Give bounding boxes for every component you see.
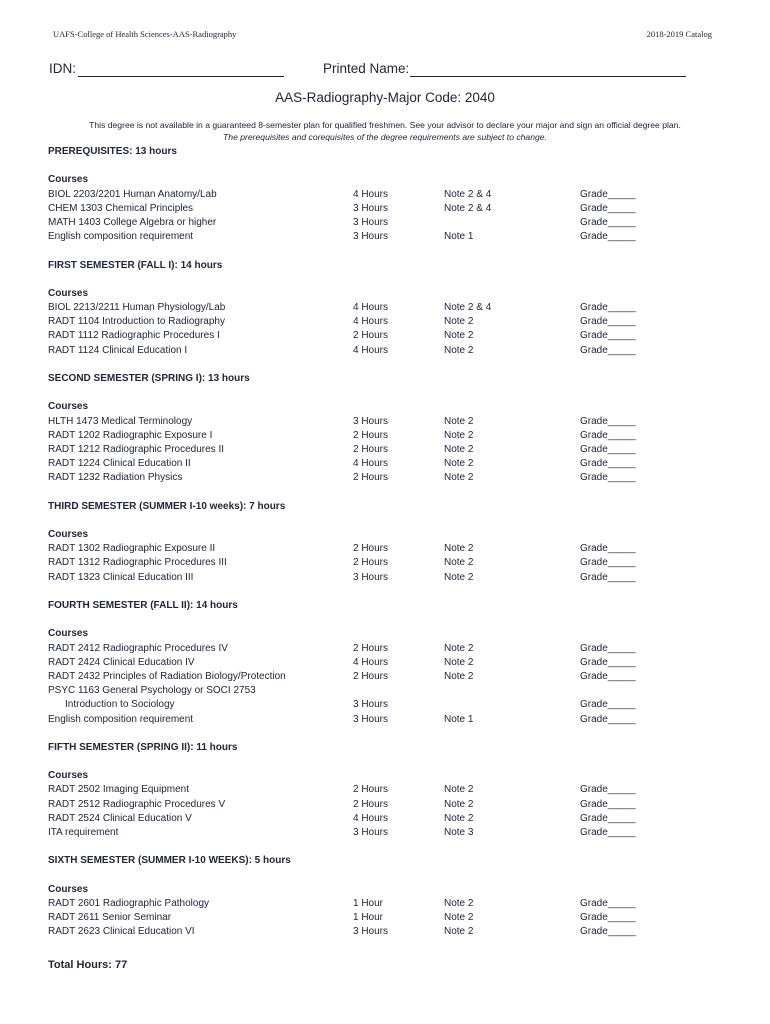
course-name: RADT 1104 Introduction to Radiography <box>48 316 225 328</box>
course-hours: 1 Hour <box>353 897 384 909</box>
course-hours: 2 Hours <box>353 330 389 342</box>
course-row <box>48 656 728 670</box>
course-row <box>48 429 728 443</box>
course-row <box>48 571 728 585</box>
course-grade-field[interactable]: Grade_____ <box>580 188 636 200</box>
course-grade-field[interactable]: Grade_____ <box>580 330 636 342</box>
course-row <box>48 230 728 244</box>
course-note: Note 2 <box>444 458 474 470</box>
section-spacer <box>48 940 728 954</box>
course-hours: 2 Hours <box>353 543 389 555</box>
course-hours: 3 Hours <box>353 231 389 243</box>
course-grade-field[interactable]: Grade_____ <box>580 926 636 938</box>
course-note: Note 2 <box>444 897 474 909</box>
course-name: RADT 1124 Clinical Education I <box>48 344 188 356</box>
section-spacer <box>48 244 728 258</box>
course-hours: 3 Hours <box>353 713 389 725</box>
course-hours: 3 Hours <box>353 926 389 938</box>
semester-section <box>48 259 728 373</box>
course-note: Note 2 <box>444 656 474 668</box>
section-heading: FOURTH SEMESTER (FALL II): 14 hours <box>48 600 238 611</box>
course-hours: 4 Hours <box>353 458 389 470</box>
course-grade-field[interactable]: Grade_____ <box>580 812 636 824</box>
course-grade-field[interactable]: Grade_____ <box>580 656 636 668</box>
course-grade-field[interactable]: Grade_____ <box>580 458 636 470</box>
course-note: Note 2 <box>444 670 474 682</box>
course-note: Note 2 & 4 <box>444 302 492 314</box>
course-note: Note 2 <box>444 316 474 328</box>
course-hours: 2 Hours <box>353 642 389 654</box>
courses-label: Courses <box>48 174 89 186</box>
section-spacer <box>48 585 728 599</box>
course-hours: 2 Hours <box>353 443 389 455</box>
course-note: Note 2 <box>444 571 474 583</box>
section-heading: PREREQUISITES: 13 hours <box>48 146 177 157</box>
header-catalog-year: 2018-2019 Catalog <box>646 29 712 39</box>
course-name: CHEM 1303 Chemical Principles <box>48 202 194 214</box>
course-note: Note 2 & 4 <box>444 188 492 200</box>
course-row <box>48 783 728 797</box>
course-name: RADT 1323 Clinical Education III <box>48 571 194 583</box>
course-hours: 4 Hours <box>353 656 389 668</box>
course-name: RADT 2502 Imaging Equipment <box>48 784 190 796</box>
course-grade-field[interactable]: Grade_____ <box>580 713 636 725</box>
course-grade-field[interactable]: Grade_____ <box>580 798 636 810</box>
semester-sections <box>48 145 728 954</box>
course-row <box>48 443 728 457</box>
course-name: RADT 1112 Radiographic Procedures I <box>48 330 220 342</box>
section-heading: SIXTH SEMESTER (SUMMER I-10 WEEKS): 5 hours <box>48 855 291 867</box>
course-hours: 3 Hours <box>353 699 389 711</box>
course-note: Note 2 & 4 <box>444 202 492 214</box>
semester-section <box>48 372 728 500</box>
course-row <box>48 471 728 485</box>
section-spacer <box>48 486 728 500</box>
course-row <box>48 315 728 329</box>
course-note: Note 2 <box>444 784 474 796</box>
section-spacer <box>48 727 728 741</box>
course-name: BIOL 2213/2211 Human Physiology/Lab <box>48 302 226 314</box>
course-note: Note 2 <box>444 912 474 924</box>
total-hours: Total Hours: 77 <box>48 959 128 971</box>
course-hours: 3 Hours <box>353 202 389 214</box>
course-grade-field[interactable]: Grade_____ <box>580 571 636 583</box>
course-name: RADT 2601 Radiographic Pathology <box>48 897 210 909</box>
printed-name-label: Printed Name: <box>323 61 410 76</box>
course-grade-field[interactable]: Grade_____ <box>580 642 636 654</box>
course-grade-field[interactable]: Grade_____ <box>580 231 636 243</box>
course-hours: 3 Hours <box>353 571 389 583</box>
course-hours: 2 Hours <box>353 784 389 796</box>
course-note: Note 2 <box>444 330 474 342</box>
course-grade-field[interactable]: Grade_____ <box>580 302 636 314</box>
course-grade-field[interactable]: Grade_____ <box>580 784 636 796</box>
course-row <box>48 301 728 315</box>
semester-section <box>48 741 728 855</box>
course-name: ITA requirement <box>48 827 119 838</box>
courses-label: Courses <box>48 287 89 299</box>
course-name: RADT 2524 Clinical Education V <box>48 812 192 824</box>
semester-section <box>48 599 728 741</box>
course-hours: 2 Hours <box>353 670 389 682</box>
course-row <box>48 911 728 925</box>
course-grade-field[interactable]: Grade_____ <box>580 897 636 909</box>
course-hours: 2 Hours <box>353 798 389 810</box>
section-heading: FIRST SEMESTER (FALL I): 14 hours <box>48 259 223 271</box>
course-name: RADT 2432 Principles of Radiation Biology/Protection <box>48 670 286 682</box>
course-name: RADT 1302 Radiographic Exposure II <box>48 543 216 555</box>
course-row <box>48 684 728 698</box>
courses-label: Courses <box>48 883 89 895</box>
course-name: PSYC 1163 General Psychology or SOCI 2753 <box>48 685 256 697</box>
course-grade-field[interactable]: Grade_____ <box>580 543 636 555</box>
course-hours: 2 Hours <box>353 557 389 569</box>
semester-section <box>48 145 728 259</box>
course-grade-field[interactable]: Grade_____ <box>580 827 636 838</box>
course-hours: 2 Hours <box>353 429 389 441</box>
course-note: Note 2 <box>444 926 474 938</box>
course-hours: 3 Hours <box>353 216 389 228</box>
course-name: BIOL 2203/2201 Human Anatomy/Lab <box>48 188 217 200</box>
course-row <box>48 826 728 840</box>
course-name: RADT 2412 Radiographic Procedures IV <box>48 642 228 654</box>
section-spacer <box>48 159 728 173</box>
course-note: Note 2 <box>444 543 474 555</box>
course-name: RADT 2424 Clinical Education IV <box>48 656 195 668</box>
course-name: RADT 2623 Clinical Education VI <box>48 926 195 938</box>
course-grade-field[interactable]: Grade_____ <box>580 557 636 569</box>
course-grade-field[interactable]: Grade_____ <box>580 429 636 441</box>
course-name: RADT 1212 Radiographic Procedures II <box>48 443 225 455</box>
course-name: English composition requirement <box>48 231 194 243</box>
course-note: Note 2 <box>444 557 474 569</box>
course-name: RADT 2512 Radiographic Procedures V <box>48 798 226 810</box>
courses-label: Courses <box>48 401 89 413</box>
course-name: RADT 1312 Radiographic Procedures III <box>48 557 227 569</box>
course-row <box>48 812 728 826</box>
course-note: Note 2 <box>444 812 474 824</box>
course-name: MATH 1403 College Algebra or higher <box>48 216 217 228</box>
course-note: Note 1 <box>444 713 474 725</box>
section-spacer <box>48 869 728 883</box>
course-hours: 2 Hours <box>353 472 389 484</box>
course-name: RADT 1224 Clinical Education II <box>48 458 191 470</box>
course-row <box>48 216 728 230</box>
course-grade-field[interactable]: Grade_____ <box>580 912 636 924</box>
course-name: RADT 2611 Senior Seminar <box>48 912 172 924</box>
course-hours: 4 Hours <box>353 302 389 314</box>
course-hours: 4 Hours <box>353 344 389 356</box>
course-note: Note 3 <box>444 827 474 838</box>
course-row <box>48 188 728 202</box>
course-row <box>48 415 728 429</box>
course-grade-field[interactable]: Grade_____ <box>580 415 636 427</box>
change-notice: The prerequisites and corequisites of the degree requirements are subject to change. <box>223 132 547 142</box>
course-name: English composition requirement <box>48 713 194 725</box>
section-spacer <box>48 386 728 400</box>
course-name: Introduction to Sociology <box>65 699 175 711</box>
course-grade-field[interactable]: Grade_____ <box>580 344 636 356</box>
section-spacer <box>48 273 728 287</box>
course-note: Note 2 <box>444 344 474 356</box>
course-hours: 3 Hours <box>353 415 389 427</box>
semester-section <box>48 854 728 953</box>
course-hours: 1 Hour <box>353 912 384 924</box>
course-note: Note 2 <box>444 415 474 427</box>
course-grade-field[interactable]: Grade_____ <box>580 216 636 228</box>
section-spacer <box>48 840 728 854</box>
section-spacer <box>48 514 728 528</box>
course-name: RADT 1232 Radiation Physics <box>48 472 183 484</box>
courses-label: Courses <box>48 529 89 541</box>
course-grade-field[interactable]: Grade_____ <box>580 670 636 682</box>
section-heading: SECOND SEMESTER (SPRING I): 13 hours <box>48 373 250 384</box>
course-row <box>48 670 728 684</box>
course-row <box>48 344 728 358</box>
course-grade-field[interactable]: Grade_____ <box>580 699 636 711</box>
printed-name-field[interactable] <box>410 76 686 77</box>
course-name: HLTH 1473 Medical Terminology <box>48 415 193 427</box>
course-note: Note 2 <box>444 443 474 455</box>
course-note: Note 1 <box>444 231 474 243</box>
page-title: AAS-Radiography-Major Code: 2040 <box>275 90 495 105</box>
course-note: Note 2 <box>444 429 474 441</box>
course-note: Note 2 <box>444 472 474 484</box>
course-grade-field[interactable]: Grade_____ <box>580 202 636 214</box>
section-spacer <box>48 613 728 627</box>
section-heading: THIRD SEMESTER (SUMMER I-10 weeks): 7 hours <box>48 500 286 512</box>
availability-notice: This degree is not available in a guaranteed 8-semester plan for qualified freshmen. See your advisor to declare your major and sign an official degree plan. <box>89 120 681 130</box>
course-row <box>48 897 728 911</box>
course-hours: 4 Hours <box>353 188 389 200</box>
course-name: RADT 1202 Radiographic Exposure I <box>48 429 213 441</box>
course-hours: 3 Hours <box>353 827 389 838</box>
courses-label: Courses <box>48 770 89 782</box>
course-note: Note 2 <box>444 798 474 810</box>
semester-section <box>48 500 728 599</box>
course-row <box>48 202 728 216</box>
section-spacer <box>48 755 728 769</box>
course-grade-field[interactable]: Grade_____ <box>580 443 636 455</box>
course-row <box>48 642 728 656</box>
course-row <box>48 329 728 343</box>
course-row <box>48 698 728 712</box>
course-hours: 4 Hours <box>353 812 389 824</box>
course-grade-field[interactable]: Grade_____ <box>580 472 636 484</box>
courses-label: Courses <box>48 628 89 640</box>
course-row <box>48 713 728 727</box>
section-spacer <box>48 358 728 372</box>
header-college: UAFS-College of Health Sciences-AAS-Radiography <box>53 29 237 39</box>
course-grade-field[interactable]: Grade_____ <box>580 316 636 328</box>
course-row <box>48 542 728 556</box>
course-note: Note 2 <box>444 642 474 654</box>
course-hours: 4 Hours <box>353 316 389 328</box>
course-row <box>48 798 728 812</box>
course-row <box>48 925 728 939</box>
section-heading: FIFTH SEMESTER (SPRING II): 11 hours <box>48 741 238 753</box>
course-row <box>48 457 728 471</box>
course-row <box>48 556 728 570</box>
idn-field[interactable] <box>78 76 284 77</box>
idn-label: IDN: <box>49 61 76 76</box>
